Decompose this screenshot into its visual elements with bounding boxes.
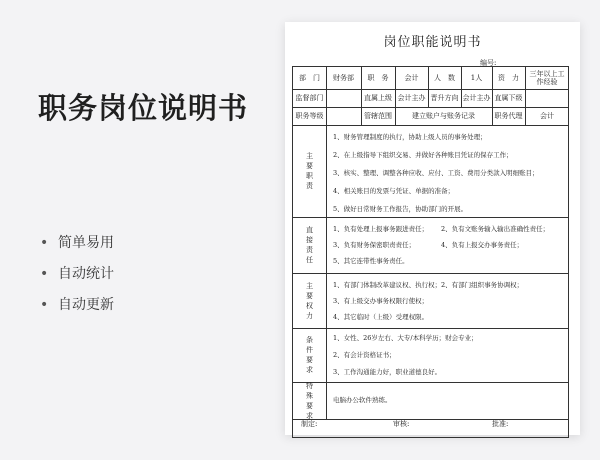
list-item: 3、核实、整理、调整各种应收、应付、工资、费用分类款入明细账目； <box>333 169 539 177</box>
table-row: 部 门 财务部 职 务 会计 人 数 1人 资 力 三年以上工作经验 <box>293 67 568 90</box>
section-label: 特殊要求 <box>306 381 313 420</box>
section-responsibility <box>293 217 568 274</box>
reviewed-by-label: 审核: <box>393 420 410 428</box>
bullet-icon: • <box>40 266 49 282</box>
list-item: 1、女性、26岁左右、大专/本科学历；财会专业； <box>333 334 478 342</box>
table-row: 监督部门 直属上级 会计主办 晋升方向 会计主办 直属下级 <box>293 89 568 108</box>
list-item: 5、其它连带性事务责任。 <box>333 257 409 265</box>
list-item: 电脑办公软件熟练。 <box>333 396 392 404</box>
section-label: 直接责任 <box>306 226 313 264</box>
feature-item: • 自动统计 <box>40 263 114 294</box>
list-item: 1、有部门体制改革建议权、执行权； <box>333 281 442 289</box>
list-item: 2、有部门组织事务协调权； <box>441 281 524 289</box>
job-table <box>292 66 569 438</box>
list-item: 2、有会计资格证书； <box>333 351 396 359</box>
section-duties <box>293 125 568 218</box>
list-item: 1、财务管理制度的执行，协助上级人员的事务处理； <box>333 133 487 141</box>
list-item: 3、有上级交办事务权限行使权； <box>333 297 429 305</box>
prepared-by-label: 制定: <box>301 420 318 428</box>
feature-item: • 简单易用 <box>40 232 114 263</box>
bullet-icon: • <box>40 297 49 313</box>
list-item: 5、做好日常财务工作报告，协助部门的开展。 <box>333 205 468 213</box>
list-item: 4、其它临时（上级）受理权限。 <box>333 313 429 321</box>
document-title: 岗位职能说明书 <box>383 35 482 50</box>
document-preview <box>285 22 580 435</box>
feature-item: • 自动更新 <box>40 294 114 325</box>
section-special <box>293 382 568 420</box>
serial-number-label: 编号: <box>480 59 497 67</box>
feature-list <box>40 232 114 325</box>
list-item: 2、在上级指导下组织交易、并做好各种账目凭证的保存工作； <box>333 151 513 159</box>
section-requirements <box>293 328 568 383</box>
table-row: 职务等级 管辖范围 建立账户与账务记录 职务代理 会计 <box>293 107 568 126</box>
section-label: 主要权力 <box>306 281 313 320</box>
list-item: 1、负有处理上报事务跟进责任； <box>333 225 429 233</box>
bullet-icon: • <box>40 235 49 251</box>
section-label: 条件要求 <box>306 336 313 374</box>
section-label: 主要职责 <box>306 152 313 190</box>
page-title: 职务岗位说明书 <box>38 91 249 125</box>
list-item: 3、工作沟通能力好，职业道德良好。 <box>333 368 442 376</box>
list-item: 3、负有财务保密职责责任； <box>333 241 416 249</box>
approved-by-label: 批准: <box>492 420 509 428</box>
section-authority <box>293 273 568 329</box>
list-item: 2、负有文账务输入输出准确性责任； <box>441 225 550 233</box>
list-item: 4、相关账目的发票与凭证、单据的准备； <box>333 187 455 195</box>
list-item: 4、负有上报交办事务责任； <box>441 241 524 249</box>
